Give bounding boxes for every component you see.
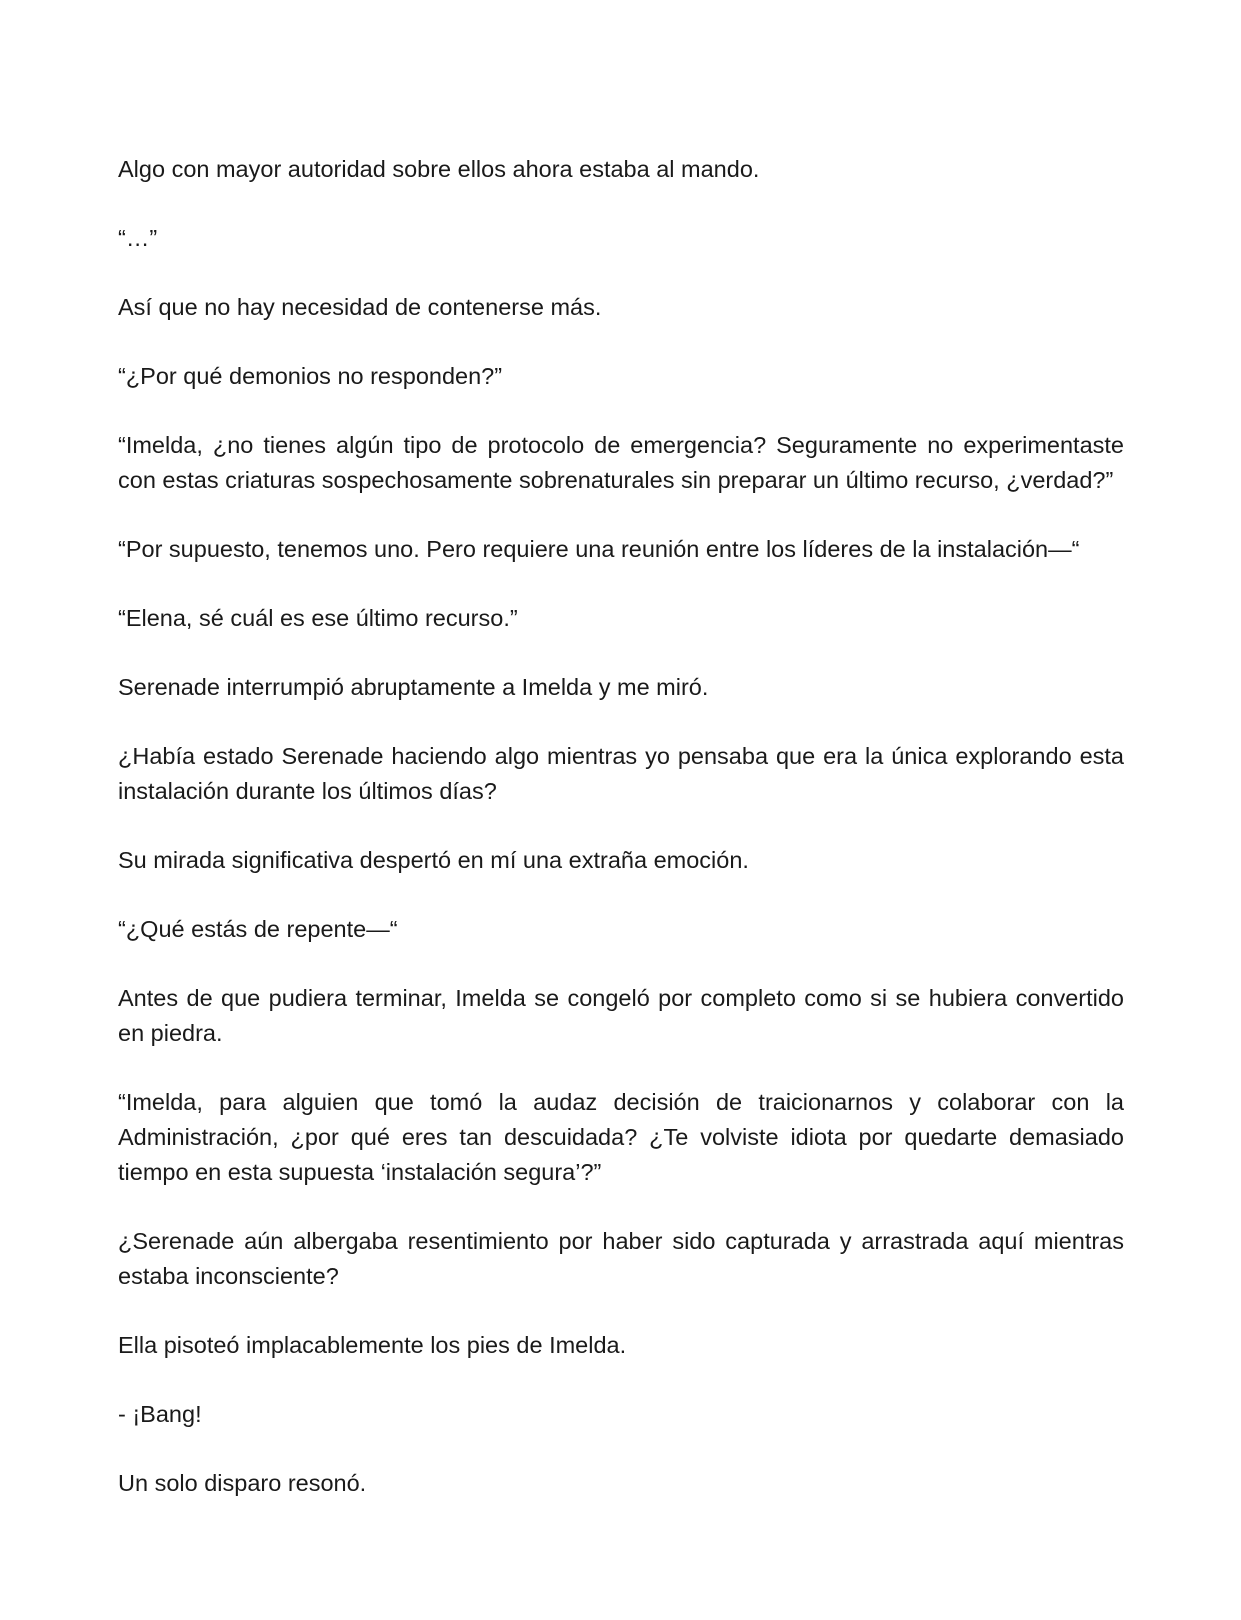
paragraph: ¿Serenade aún albergaba resentimiento por haber sido capturada y arrastrada aquí mientras estaba inconsciente? [118, 1228, 1124, 1289]
paragraph: Ella pisoteó implacablemente los pies de Imelda. [118, 1332, 627, 1358]
paragraph: Serenade interrumpió abruptamente a Imelda y me miró. [118, 674, 709, 700]
paragraph: “¿Por qué demonios no responden?” [118, 363, 503, 389]
paragraph: “Por supuesto, tenemos uno. Pero requiere una reunión entre los líderes de la instalación—“ [118, 536, 1080, 562]
paragraph: “Imelda, ¿no tienes algún tipo de protocolo de emergencia? Seguramente no experimentaste con estas criaturas sospechosamente sobrenaturales sin preparar un último recurso, ¿verdad?” [118, 432, 1124, 493]
paragraph: Así que no hay necesidad de contenerse más. [118, 294, 602, 320]
paragraph: “…” [118, 225, 158, 251]
paragraph: Un solo disparo resonó. [118, 1470, 367, 1496]
document-body [118, 152, 1124, 1501]
paragraph: “¿Qué estás de repente—“ [118, 916, 398, 942]
paragraph: - ¡Bang! [118, 1401, 202, 1427]
paragraph: Antes de que pudiera terminar, Imelda se congeló por completo como si se hubiera convertido en piedra. [118, 985, 1124, 1046]
paragraph: “Imelda, para alguien que tomó la audaz decisión de traicionarnos y colaborar con la Administración, ¿por qué eres tan descuidada? ¿Te volviste idiota por quedarte demasiado tiempo en esta supuesta ‘instalación segura’?” [118, 1089, 1124, 1185]
paragraph: Su mirada significativa despertó en mí una extraña emoción. [118, 847, 749, 873]
paragraph: “Elena, sé cuál es ese último recurso.” [118, 605, 518, 631]
paragraph: Algo con mayor autoridad sobre ellos ahora estaba al mando. [118, 156, 760, 182]
paragraph: ¿Había estado Serenade haciendo algo mientras yo pensaba que era la única explorando esta instalación durante los últimos días? [118, 743, 1124, 804]
